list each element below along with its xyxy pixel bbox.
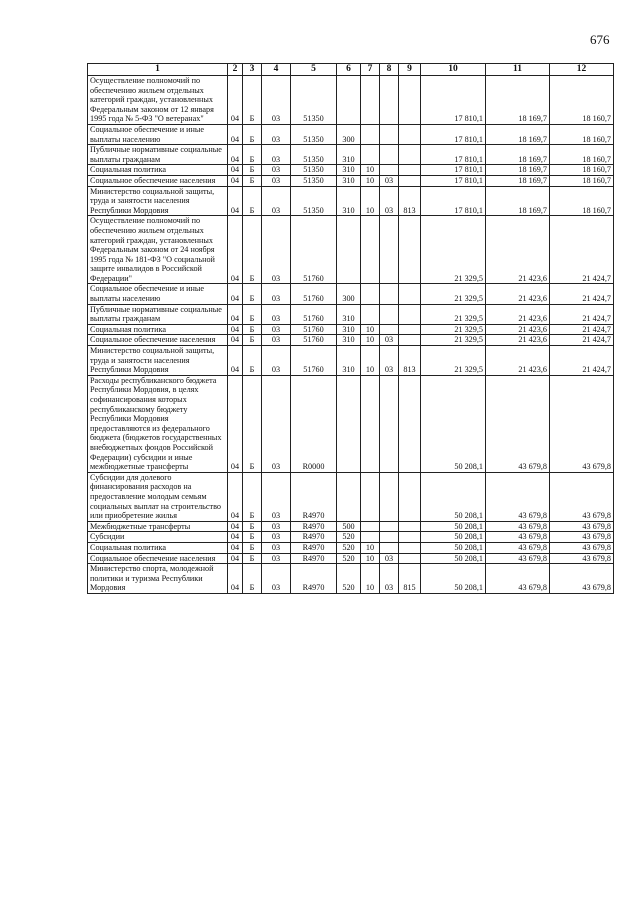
code-cell: 520	[337, 553, 361, 564]
amount-cell: 17 810,1	[421, 175, 486, 186]
amount-cell: 43 679,8	[550, 564, 614, 594]
table-row	[88, 324, 614, 335]
code-cell: 10	[361, 324, 380, 335]
code-cell: 520	[337, 532, 361, 543]
code-cell: R4970	[291, 553, 337, 564]
code-cell: R4970	[291, 542, 337, 553]
code-cell: 04	[228, 375, 243, 472]
amount-cell: 21 329,5	[421, 216, 486, 284]
code-cell: 03	[262, 542, 291, 553]
code-cell	[380, 284, 399, 304]
code-cell	[399, 375, 421, 472]
code-cell	[361, 521, 380, 532]
amount-cell: 21 424,7	[550, 216, 614, 284]
code-cell: 04	[228, 165, 243, 176]
code-cell	[380, 124, 399, 144]
code-cell: 03	[262, 186, 291, 216]
column-header: 8	[380, 64, 399, 76]
code-cell	[361, 375, 380, 472]
amount-cell: 17 810,1	[421, 145, 486, 165]
column-header: 10	[421, 64, 486, 76]
amount-cell: 21 424,7	[550, 284, 614, 304]
code-cell: 10	[361, 553, 380, 564]
code-cell: 04	[228, 124, 243, 144]
table-row	[88, 532, 614, 543]
amount-cell: 21 423,6	[486, 284, 550, 304]
column-header: 6	[337, 64, 361, 76]
amount-cell: 17 810,1	[421, 124, 486, 144]
code-cell: 04	[228, 304, 243, 324]
code-cell: R4970	[291, 472, 337, 521]
table-row	[88, 564, 614, 594]
code-cell	[399, 145, 421, 165]
amount-cell: 21 424,7	[550, 346, 614, 376]
code-cell: 04	[228, 553, 243, 564]
amount-cell: 50 208,1	[421, 521, 486, 532]
column-header: 12	[550, 64, 614, 76]
code-cell	[399, 175, 421, 186]
table-row	[88, 346, 614, 376]
amount-cell: 18 160,7	[550, 186, 614, 216]
table-row	[88, 521, 614, 532]
code-cell: 310	[337, 335, 361, 346]
code-cell: 03	[380, 346, 399, 376]
code-cell: Б	[243, 145, 262, 165]
code-cell: 10	[361, 542, 380, 553]
amount-cell: 43 679,8	[550, 542, 614, 553]
code-cell	[399, 304, 421, 324]
amount-cell: 43 679,8	[486, 564, 550, 594]
code-cell: R4970	[291, 532, 337, 543]
code-cell: 04	[228, 145, 243, 165]
code-cell	[399, 521, 421, 532]
amount-cell: 21 423,6	[486, 216, 550, 284]
code-cell: 310	[337, 175, 361, 186]
code-cell: 10	[361, 564, 380, 594]
page-number: 676	[590, 32, 610, 47]
column-header: 9	[399, 64, 421, 76]
row-name-cell: Министерство социальной защиты, труда и занятости населения Республики Мордовия	[88, 186, 228, 216]
code-cell	[337, 375, 361, 472]
code-cell: 03	[262, 324, 291, 335]
row-name-cell: Субсидии	[88, 532, 228, 543]
amount-cell: 18 169,7	[486, 76, 550, 125]
code-cell: Б	[243, 284, 262, 304]
code-cell: 04	[228, 76, 243, 125]
row-name-cell: Социальная политика	[88, 165, 228, 176]
code-cell: 310	[337, 165, 361, 176]
code-cell: 04	[228, 216, 243, 284]
amount-cell: 21 424,7	[550, 304, 614, 324]
code-cell	[361, 216, 380, 284]
amount-cell: 21 329,5	[421, 324, 486, 335]
code-cell: 51760	[291, 216, 337, 284]
code-cell	[361, 284, 380, 304]
code-cell: 04	[228, 335, 243, 346]
amount-cell: 43 679,8	[550, 521, 614, 532]
amount-cell: 43 679,8	[486, 472, 550, 521]
amount-cell: 21 329,5	[421, 304, 486, 324]
code-cell: 03	[262, 124, 291, 144]
amount-cell: 18 160,7	[550, 175, 614, 186]
code-cell: 04	[228, 472, 243, 521]
budget-table	[87, 63, 614, 594]
table-row	[88, 553, 614, 564]
row-name-cell: Социальное обеспечение и иные выплаты населению	[88, 284, 228, 304]
row-name-cell: Расходы республиканского бюджета Республики Мордовия, в целях софинансирования которых республиканскому бюджету Республики Мордовия предоставляются из федерального бюджета (бюджетов государственных внебюджетных фондов Российской Федерации) субсидии и иные межбюджетные трансферты	[88, 375, 228, 472]
table-row	[88, 375, 614, 472]
code-cell	[399, 165, 421, 176]
table-row	[88, 145, 614, 165]
amount-cell: 18 169,7	[486, 175, 550, 186]
amount-cell: 43 679,8	[550, 553, 614, 564]
table-body	[88, 76, 614, 594]
code-cell	[399, 532, 421, 543]
code-cell: 51350	[291, 175, 337, 186]
amount-cell: 21 423,6	[486, 304, 550, 324]
code-cell: 51760	[291, 346, 337, 376]
code-cell: 51350	[291, 76, 337, 125]
amount-cell: 17 810,1	[421, 186, 486, 216]
amount-cell: 21 329,5	[421, 346, 486, 376]
table-row	[88, 542, 614, 553]
table-row	[88, 284, 614, 304]
amount-cell: 43 679,8	[486, 375, 550, 472]
code-cell	[399, 335, 421, 346]
column-header: 3	[243, 64, 262, 76]
row-name-cell: Осуществление полномочий по обеспечению жильем отдельных категорий граждан, установленных Федеральным законом от 12 января 1995 года № 5-ФЗ "О ветеранах"	[88, 76, 228, 125]
code-cell: 04	[228, 521, 243, 532]
amount-cell: 21 423,6	[486, 324, 550, 335]
code-cell: 03	[380, 553, 399, 564]
amount-cell: 43 679,8	[486, 521, 550, 532]
code-cell: Б	[243, 564, 262, 594]
code-cell	[399, 324, 421, 335]
code-cell	[361, 76, 380, 125]
code-cell	[380, 542, 399, 553]
code-cell: 520	[337, 542, 361, 553]
table-row	[88, 186, 614, 216]
code-cell: Б	[243, 216, 262, 284]
row-name-cell: Министерство спорта, молодежной политики и туризма Республики Мордовия	[88, 564, 228, 594]
code-cell	[361, 532, 380, 543]
code-cell	[380, 76, 399, 125]
row-name-cell: Социальное обеспечение населения	[88, 553, 228, 564]
code-cell: 51350	[291, 145, 337, 165]
code-cell: 03	[262, 304, 291, 324]
amount-cell: 21 423,6	[486, 335, 550, 346]
column-header: 11	[486, 64, 550, 76]
code-cell	[380, 145, 399, 165]
column-header: 1	[88, 64, 228, 76]
code-cell: R0000	[291, 375, 337, 472]
amount-cell: 43 679,8	[550, 472, 614, 521]
amount-cell: 21 329,5	[421, 335, 486, 346]
row-name-cell: Публичные нормативные социальные выплаты гражданам	[88, 304, 228, 324]
code-cell: R4970	[291, 521, 337, 532]
code-cell: Б	[243, 542, 262, 553]
code-cell	[399, 216, 421, 284]
code-cell	[337, 216, 361, 284]
amount-cell: 50 208,1	[421, 375, 486, 472]
code-cell: 815	[399, 564, 421, 594]
table-row	[88, 304, 614, 324]
code-cell: 03	[262, 521, 291, 532]
code-cell: Б	[243, 175, 262, 186]
code-cell: Б	[243, 521, 262, 532]
code-cell: 03	[262, 553, 291, 564]
code-cell: 03	[380, 186, 399, 216]
code-cell: 03	[262, 76, 291, 125]
code-cell: Б	[243, 304, 262, 324]
amount-cell: 43 679,8	[486, 532, 550, 543]
row-name-cell: Осуществление полномочий по обеспечению жильем отдельных категорий граждан, установленных Федеральным законом от 24 ноября 1995 года № 181-ФЗ "О социальной защите инвалидов в Российской Федерации"	[88, 216, 228, 284]
code-cell: 300	[337, 284, 361, 304]
code-cell: Б	[243, 472, 262, 521]
code-cell: 51760	[291, 324, 337, 335]
amount-cell: 18 169,7	[486, 145, 550, 165]
row-name-cell: Министерство социальной защиты, труда и занятости населения Республики Мордовия	[88, 346, 228, 376]
row-name-cell: Межбюджетные трансферты	[88, 521, 228, 532]
code-cell: 04	[228, 564, 243, 594]
code-cell: 03	[262, 284, 291, 304]
row-name-cell: Социальное обеспечение населения	[88, 175, 228, 186]
table-row	[88, 335, 614, 346]
code-cell: 03	[262, 216, 291, 284]
amount-cell: 18 160,7	[550, 145, 614, 165]
code-cell	[399, 76, 421, 125]
amount-cell: 50 208,1	[421, 472, 486, 521]
code-cell: 03	[262, 564, 291, 594]
amount-cell: 50 208,1	[421, 553, 486, 564]
column-header: 2	[228, 64, 243, 76]
code-cell: 04	[228, 346, 243, 376]
table-row	[88, 124, 614, 144]
code-cell: Б	[243, 124, 262, 144]
code-cell: 520	[337, 564, 361, 594]
amount-cell: 18 169,7	[486, 186, 550, 216]
code-cell: 310	[337, 304, 361, 324]
amount-cell: 17 810,1	[421, 165, 486, 176]
column-header: 4	[262, 64, 291, 76]
code-cell: 10	[361, 175, 380, 186]
table-row	[88, 165, 614, 176]
code-cell: 03	[262, 532, 291, 543]
code-cell: 10	[361, 346, 380, 376]
table-header-row	[88, 64, 614, 76]
row-name-cell: Социальное обеспечение населения	[88, 335, 228, 346]
code-cell	[380, 532, 399, 543]
amount-cell: 21 424,7	[550, 324, 614, 335]
code-cell: 300	[337, 124, 361, 144]
code-cell	[337, 472, 361, 521]
code-cell	[361, 472, 380, 521]
column-header: 5	[291, 64, 337, 76]
code-cell	[399, 542, 421, 553]
amount-cell: 43 679,8	[486, 553, 550, 564]
code-cell: Б	[243, 324, 262, 335]
code-cell: 51760	[291, 335, 337, 346]
amount-cell: 50 208,1	[421, 564, 486, 594]
code-cell: R4970	[291, 564, 337, 594]
code-cell: 310	[337, 186, 361, 216]
amount-cell: 21 329,5	[421, 284, 486, 304]
code-cell: 04	[228, 284, 243, 304]
row-name-cell: Социальное обеспечение и иные выплаты населению	[88, 124, 228, 144]
code-cell: Б	[243, 346, 262, 376]
code-cell	[361, 145, 380, 165]
code-cell: 10	[361, 335, 380, 346]
code-cell: 03	[262, 375, 291, 472]
row-name-cell: Субсидии для долевого финансирования расходов на предоставление молодым семьям социальных выплат на строительство или приобретение жилья	[88, 472, 228, 521]
code-cell: 03	[380, 175, 399, 186]
code-cell: 03	[262, 175, 291, 186]
code-cell: 04	[228, 324, 243, 335]
code-cell: 03	[262, 145, 291, 165]
row-name-cell: Социальная политика	[88, 542, 228, 553]
code-cell: 04	[228, 186, 243, 216]
code-cell: 03	[262, 472, 291, 521]
code-cell: 04	[228, 532, 243, 543]
row-name-cell: Социальная политика	[88, 324, 228, 335]
code-cell: 04	[228, 175, 243, 186]
amount-cell: 43 679,8	[550, 375, 614, 472]
amount-cell: 50 208,1	[421, 532, 486, 543]
code-cell: 51350	[291, 124, 337, 144]
code-cell	[399, 553, 421, 564]
code-cell: 500	[337, 521, 361, 532]
code-cell: 310	[337, 145, 361, 165]
table-row	[88, 175, 614, 186]
code-cell	[399, 284, 421, 304]
code-cell	[380, 472, 399, 521]
code-cell: 51760	[291, 284, 337, 304]
amount-cell: 18 169,7	[486, 165, 550, 176]
code-cell: Б	[243, 532, 262, 543]
code-cell: 03	[262, 165, 291, 176]
code-cell: 51350	[291, 165, 337, 176]
amount-cell: 17 810,1	[421, 76, 486, 125]
table-row	[88, 472, 614, 521]
amount-cell: 43 679,8	[486, 542, 550, 553]
code-cell	[361, 124, 380, 144]
code-cell: Б	[243, 375, 262, 472]
code-cell	[380, 521, 399, 532]
column-header: 7	[361, 64, 380, 76]
code-cell	[380, 304, 399, 324]
table-row	[88, 76, 614, 125]
code-cell: 51760	[291, 304, 337, 324]
table-row	[88, 216, 614, 284]
code-cell	[337, 76, 361, 125]
amount-cell: 18 169,7	[486, 124, 550, 144]
amount-cell: 18 160,7	[550, 124, 614, 144]
code-cell: 10	[361, 186, 380, 216]
code-cell: Б	[243, 76, 262, 125]
code-cell: 03	[262, 335, 291, 346]
row-name-cell: Публичные нормативные социальные выплаты гражданам	[88, 145, 228, 165]
code-cell	[380, 216, 399, 284]
code-cell: 813	[399, 346, 421, 376]
amount-cell: 18 160,7	[550, 76, 614, 125]
code-cell: 310	[337, 346, 361, 376]
code-cell	[380, 375, 399, 472]
amount-cell: 21 423,6	[486, 346, 550, 376]
code-cell: 310	[337, 324, 361, 335]
code-cell: 03	[380, 564, 399, 594]
code-cell: 813	[399, 186, 421, 216]
code-cell	[380, 324, 399, 335]
code-cell	[399, 124, 421, 144]
amount-cell: 43 679,8	[550, 532, 614, 543]
code-cell: 03	[262, 346, 291, 376]
code-cell: Б	[243, 335, 262, 346]
amount-cell: 50 208,1	[421, 542, 486, 553]
code-cell: 04	[228, 542, 243, 553]
code-cell	[380, 165, 399, 176]
amount-cell: 21 424,7	[550, 335, 614, 346]
code-cell: Б	[243, 186, 262, 216]
code-cell: 10	[361, 165, 380, 176]
code-cell: 51350	[291, 186, 337, 216]
code-cell: Б	[243, 553, 262, 564]
code-cell	[361, 304, 380, 324]
code-cell	[399, 472, 421, 521]
amount-cell: 18 160,7	[550, 165, 614, 176]
code-cell: Б	[243, 165, 262, 176]
code-cell: 03	[380, 335, 399, 346]
